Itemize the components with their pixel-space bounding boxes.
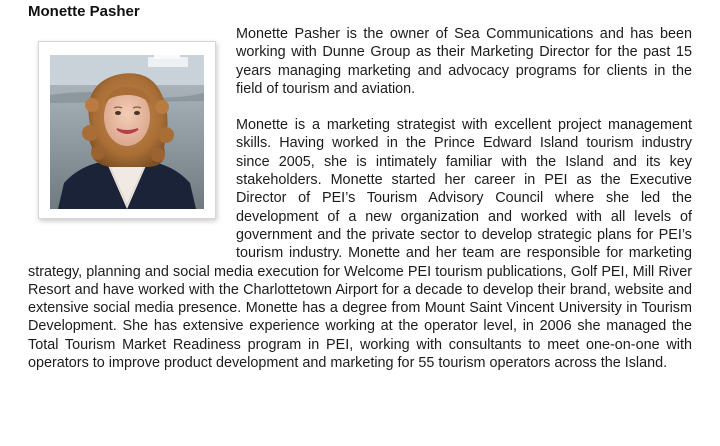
bio-paragraph-1: Monette Pasher is the owner of Sea Communications and has been working with Dunne Group as their Marketing Director for the past 15 years managing marketing and advocacy programs for clients in the field of tourism and aviation. — [236, 26, 692, 97]
profile-name-heading: Monette Pasher — [28, 3, 140, 20]
bio-text — [28, 25, 692, 372]
bio-paragraph-2: Monette is a marketing strategist with excellent project management skills. Having worked in the Prince Edward Island tourism industry since 2005, she is intimately familiar with the Island and its key stakeholders. Monette started her career in PEI as the Executive Director of PEI’s Tourism Advisory Council where she led the development of a new organization and worked with all levels of government and the private sector to develop strategic plans for PEI’s tourism industry. Monette and her team are responsible for marketing strategy, planning and social media execution for Welcome PEI tourism publications, Golf PEI, Mill River Resort and have worked with the Charlottetown Airport for a decade to develop their brand, website and extensive social media presence. Monette has a degree from Mount Saint Vincent University in Tourism Development. She has extensive experience working at the operator level, in 2006 she managed the Total Tourism Market Readiness program in PEI, working with consultants to meet one-on-one with operators to improve product development and marketing for 55 tourism operators across the Island. — [28, 117, 692, 372]
photo-spacer — [28, 25, 236, 249]
